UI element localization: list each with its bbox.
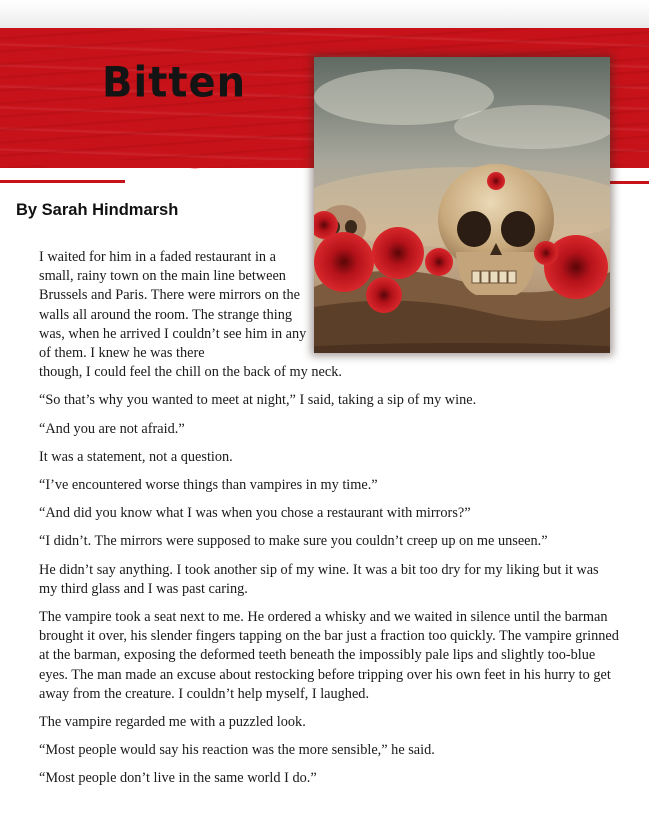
story-paragraph: The vampire regarded me with a puzzled look. (39, 714, 306, 731)
story-paragraph: “I’ve encountered worse things than vampires in my time.” (39, 477, 378, 494)
story-paragraph: “And you are not afraid.” (39, 420, 185, 437)
story-paragraph: “Most people would say his reaction was the more sensible,” he said. (39, 742, 435, 759)
story-paragraph: “Most people don’t live in the same world I do.” (39, 770, 317, 787)
divider-rule-left (0, 180, 125, 183)
story-paragraph: The vampire took a seat next to me. He ordered a whisky and we waited in silence until the barman brought it over, his slender fingers tapping on the bar just a fraction too quickly. The vampire grinned at the barman, exposing the deformed teeth beneath the impossibly pale lips and slightly too-blue eyes. The man made an excuse about restocking before tripping over his own feet in his hurry to get away from the creature. I couldn’t help myself, I laughed. (39, 609, 619, 702)
story-body (39, 248, 619, 798)
story-paragraph: “I didn’t. The mirrors were supposed to make sure you couldn’t creep up on me unseen.” (39, 533, 548, 550)
story-paragraph: He didn’t say anything. I took another sip of my wine. It was a bit too dry for my liking but it was my third glass and I was past caring. (39, 561, 599, 597)
divider-rule-right (609, 181, 649, 184)
author-byline: By Sarah Hindmarsh (16, 201, 179, 219)
story-paragraph: “So that’s why you wanted to meet at night,” I said, taking a sip of my wine. (39, 392, 477, 409)
story-paragraph: It was a statement, not a question. (39, 448, 233, 465)
story-paragraph: “And did you know what I was when you chose a restaurant with mirrors?” (39, 505, 471, 522)
story-title: Bitten (102, 58, 247, 108)
opening-paragraph-tail: though, I could feel the chill on the back of my neck. (39, 364, 342, 381)
page-top-shadow (0, 0, 649, 30)
opening-paragraph: I waited for him in a faded restaurant in a small, rainy town on the main line between Brussels and Paris. There were mirrors on the walls all around the room. The strange thing was, when he arrived I couldn’t see him in any of them. I knew he was there (39, 249, 307, 362)
